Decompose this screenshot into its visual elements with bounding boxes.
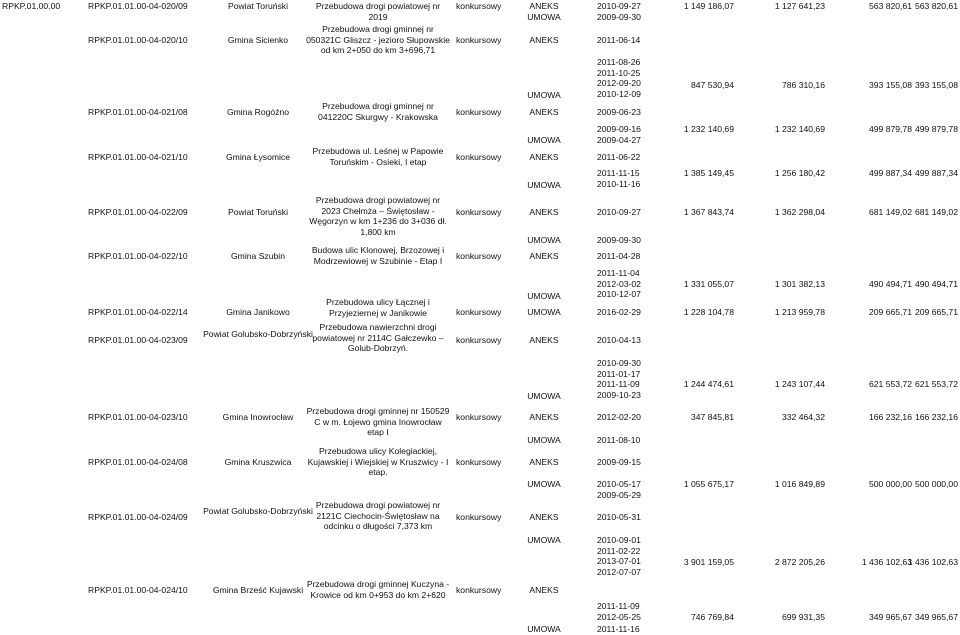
task-name-cell: Budowa ulic Klonowej, Brzozowej i Modrzewiowej w Szubinie - Etap I	[311, 245, 445, 266]
selection-mode-cell: konkursowy	[456, 512, 502, 522]
amount-cell: 209 665,71	[914, 307, 958, 317]
amount-cell: 1 256 180,42	[774, 168, 825, 178]
agreement-date-cell: 2011-08-10	[597, 435, 641, 445]
amount-cell: 393 155,08	[868, 80, 912, 90]
amount-cell: 3 901 159,05	[683, 557, 734, 567]
amount-cell: 1 331 055,07	[683, 279, 734, 289]
agreement-status-cell: ANEKS	[529, 1, 559, 11]
agreement-status-cell: ANEKS	[529, 107, 559, 117]
agreement-status-cell: UMOWA	[527, 235, 561, 245]
agreement-date-cell: 2010-09-27	[597, 1, 641, 11]
amount-cell: 347 845,81	[690, 412, 734, 422]
amount-cell: 499 879,78	[914, 124, 958, 134]
amount-cell: 166 232,16	[868, 412, 912, 422]
amount-cell: 500 000,00	[914, 479, 958, 489]
amount-cell: 1 244 474,61	[683, 379, 734, 389]
selection-mode-cell: konkursowy	[456, 307, 502, 317]
agreement-date-cell: 2009-09-16 2009-04-27	[597, 124, 641, 145]
amount-cell: 166 232,16	[914, 412, 958, 422]
agreement-status-cell: UMOWA	[527, 435, 561, 445]
agreement-status-cell: UMOWA	[527, 180, 561, 190]
amount-cell: 1 301 382,13	[774, 279, 825, 289]
selection-mode-cell: konkursowy	[456, 585, 502, 595]
agreement-date-cell: 2009-06-23	[597, 107, 641, 117]
beneficiary-cell: Powiat Golubsko-Dobrzyński	[203, 329, 313, 339]
amount-cell: 699 931,35	[781, 612, 825, 622]
amount-cell: 393 155,08	[914, 80, 958, 90]
amount-cell: 1 436 102,63	[861, 557, 912, 567]
amount-cell: 1 127 641,23	[774, 1, 825, 11]
project-code: RPKP.01.01.00-04-021/08	[88, 107, 188, 117]
agreement-status-cell: UMOWA	[527, 135, 561, 145]
project-code: RPKP.01.01.00-04-020/10	[88, 35, 188, 45]
agreement-status-cell: ANEKS	[529, 457, 559, 467]
agreement-status-cell: UMOWA	[527, 90, 561, 100]
task-name-cell: Przebudowa drogi gminnej nr 150529 C w m. Łojewo gmina Inowrocław etap I	[306, 406, 450, 438]
agreement-status-cell: ANEKS	[529, 152, 559, 162]
agreement-date-cell: 2011-04-28	[597, 251, 641, 261]
selection-mode-cell: konkursowy	[456, 335, 502, 345]
project-code: RPKP.01.01.00-04-023/10	[88, 412, 188, 422]
agreement-status-cell: UMOWA	[527, 479, 561, 489]
agreement-date-cell: 2011-06-22	[597, 152, 641, 162]
agreement-date-cell: 2010-09-01 2011-02-22 2013-07-01 2012-07-07	[597, 535, 641, 577]
agreement-status-cell: ANEKS	[529, 585, 559, 595]
project-code: RPKP.01.01.00-04-022/10	[88, 251, 188, 261]
agreement-status-cell: ANEKS	[529, 207, 559, 217]
amount-cell: 786 310,16	[781, 80, 825, 90]
agreement-status-cell: UMOWA	[527, 307, 561, 317]
amount-cell: 499 879,78	[868, 124, 912, 134]
beneficiary-cell: Gmina Brześć Kujawski	[212, 585, 304, 595]
selection-mode-cell: konkursowy	[456, 207, 502, 217]
project-code: RPKP.01.01.00-04-021/10	[88, 152, 188, 162]
amount-cell: 1 055 675,17	[683, 479, 734, 489]
amount-cell: 1 149 186,07	[683, 1, 734, 11]
amount-cell: 490 494,71	[914, 279, 958, 289]
amount-cell: 681 149,02	[914, 207, 958, 217]
amount-cell: 1 362 298,04	[774, 207, 825, 217]
amount-cell: 490 494,71	[868, 279, 912, 289]
task-name-cell: Przebudowa drogi gminnej nr 041220C Skurgwy - Krakowska	[318, 101, 438, 122]
project-code: RPKP.01.01.00-04-024/08	[88, 457, 188, 467]
amount-cell: 1 232 140,69	[774, 124, 825, 134]
project-code: RPKP.01.01.00-04-024/10	[88, 585, 188, 595]
agreement-date-cell: 2010-05-17 2009-05-29	[597, 479, 641, 500]
selection-mode-cell: konkursowy	[456, 35, 502, 45]
task-name-cell: Przebudowa ulicy Kolegiackiej, Kujawskiej i Wiejskiej w Kruszwicy - I etap.	[307, 446, 449, 478]
agreement-date-cell: 2012-02-20	[597, 412, 641, 422]
agreement-date-cell: 2011-06-14	[597, 35, 641, 45]
amount-cell: 621 553,72	[868, 379, 912, 389]
project-code: RPKP.01.01.00-04-023/09	[88, 335, 188, 345]
selection-mode-cell: konkursowy	[456, 1, 502, 11]
amount-cell: 1 243 107,44	[774, 379, 825, 389]
task-name-cell: Przebudowa nawierzchni drogi powiatowej nr 2114C Gałczewko – Golub-Dobrzyń.	[312, 322, 444, 354]
agreement-status-cell: UMOWA	[527, 624, 561, 634]
selection-mode-cell: konkursowy	[456, 457, 502, 467]
amount-cell: 746 769,84	[690, 612, 734, 622]
beneficiary-cell: Gmina Łysomice	[226, 152, 290, 162]
amount-cell: 349 965,67	[914, 612, 958, 622]
agreement-date-cell: 2011-11-09 2012-05-25	[597, 601, 641, 622]
amount-cell: 1 228 104,78	[683, 307, 734, 317]
agreement-status-cell: UMOWA	[527, 391, 561, 401]
agreement-date-cell: 2009-09-30	[597, 12, 641, 22]
beneficiary-cell: Gmina Rogóźno	[226, 107, 290, 117]
beneficiary-cell: Gmina Sicienko	[227, 35, 289, 45]
amount-cell: 1 385 149,45	[683, 168, 734, 178]
amount-cell: 1 436 102,63	[907, 557, 958, 567]
project-code: RPKP.01.01.00-04-022/09	[88, 207, 188, 217]
amount-cell: 499 887,34	[868, 168, 912, 178]
amount-cell: 500 000,00	[868, 479, 912, 489]
beneficiary-cell: Powiat Toruński	[227, 207, 289, 217]
agreement-date-cell: 2011-11-16	[597, 624, 640, 634]
task-name-cell: Przebudowa ul. Leśnej w Papowie Toruńskim - Osieki, I etap	[312, 146, 444, 167]
agreement-status-cell: ANEKS	[529, 412, 559, 422]
amount-cell: 2 872 205,26	[774, 557, 825, 567]
project-code: RPKP.01.01.00-04-020/09	[88, 1, 188, 11]
amount-cell: 499 887,34	[914, 168, 958, 178]
amount-cell: 332 464,32	[781, 412, 825, 422]
beneficiary-cell: Gmina Kruszwica	[224, 457, 292, 467]
beneficiary-cell: Gmina Inowrocław	[222, 412, 294, 422]
agreement-status-cell: ANEKS	[529, 512, 559, 522]
selection-mode-cell: konkursowy	[456, 152, 502, 162]
project-code: RPKP.01.01.00-04-022/14	[88, 307, 188, 317]
agreement-status-cell: ANEKS	[529, 335, 559, 345]
task-name-cell: Przebudowa drogi powiatowej nr 2019	[315, 1, 441, 22]
agreement-date-cell: 2010-09-27	[597, 207, 641, 217]
beneficiary-cell: Powiat Golubsko-Dobrzyński	[203, 506, 313, 516]
agreement-date-cell: 2011-11-04 2012-03-02 2010-12-07	[597, 268, 641, 300]
task-name-cell: Przebudowa ulicy Łącznej i Przyjeziernej w Janikowie	[326, 297, 430, 318]
project-code: RPKP.01.00.00	[2, 1, 61, 11]
beneficiary-cell: Gmina Szubin	[231, 251, 285, 261]
amount-cell: 563 820,61	[868, 1, 912, 11]
agreement-date-cell: 2016-02-29	[597, 307, 641, 317]
task-name-cell: Przebudowa drogi gminnej nr 050321C Gliszcz - jezioro Słupowskie od km 2+050 do km 3+696,71	[306, 24, 450, 56]
amount-cell: 847 530,94	[690, 80, 734, 90]
task-name-cell: Przebudowa drogi powiatowej nr 2121C Ciechocin-Świętosław na odcinku o długości 7,373 km	[315, 500, 441, 532]
agreement-date-cell: 2011-08-26 2011-10-25 2012-09-20 2010-12-09	[597, 57, 641, 99]
agreement-date-cell: 2010-04-13	[597, 335, 641, 345]
selection-mode-cell: konkursowy	[456, 412, 502, 422]
amount-cell: 1 016 849,89	[774, 479, 825, 489]
beneficiary-cell: Powiat Toruński	[227, 1, 289, 11]
selection-mode-cell: konkursowy	[456, 107, 502, 117]
amount-cell: 1 232 140,69	[683, 124, 734, 134]
amount-cell: 621 553,72	[914, 379, 958, 389]
amount-cell: 349 965,67	[868, 612, 912, 622]
agreement-date-cell: 2011-11-15 2010-11-16	[597, 168, 641, 189]
amount-cell: 1 367 843,74	[683, 207, 734, 217]
task-name-cell: Przebudowa drogi powiatowej nr 2023 Chełmża – Świętosław - Węgorzyn w km 1+236 do 3+036 dł. 1,800 km	[309, 195, 447, 237]
amount-cell: 563 820,61	[914, 1, 958, 11]
beneficiary-cell: Gmina Janikowo	[226, 307, 290, 317]
agreement-date-cell: 2010-09-30 2011-01-17 2011-11-09 2009-10-23	[597, 358, 641, 400]
amount-cell: 209 665,71	[868, 307, 912, 317]
agreement-status-cell: ANEKS	[529, 35, 559, 45]
agreement-date-cell: 2009-09-30	[597, 235, 641, 245]
selection-mode-cell: konkursowy	[456, 251, 502, 261]
task-name-cell: Przebudowa drogi gminnej Kuczyna - Krowice od km 0+953 do km 2+620	[306, 579, 450, 600]
agreement-status-cell: UMOWA	[527, 291, 561, 301]
agreement-status-cell: ANEKS	[529, 251, 559, 261]
agreement-date-cell: 2010-05-31	[597, 512, 641, 522]
project-code: RPKP.01.01.00-04-024/09	[88, 512, 188, 522]
amount-cell: 681 149,02	[868, 207, 912, 217]
agreement-status-cell: UMOWA	[527, 12, 561, 22]
amount-cell: 1 213 959,78	[774, 307, 825, 317]
agreement-status-cell: UMOWA	[527, 535, 561, 545]
agreement-date-cell: 2009-09-15	[597, 457, 641, 467]
